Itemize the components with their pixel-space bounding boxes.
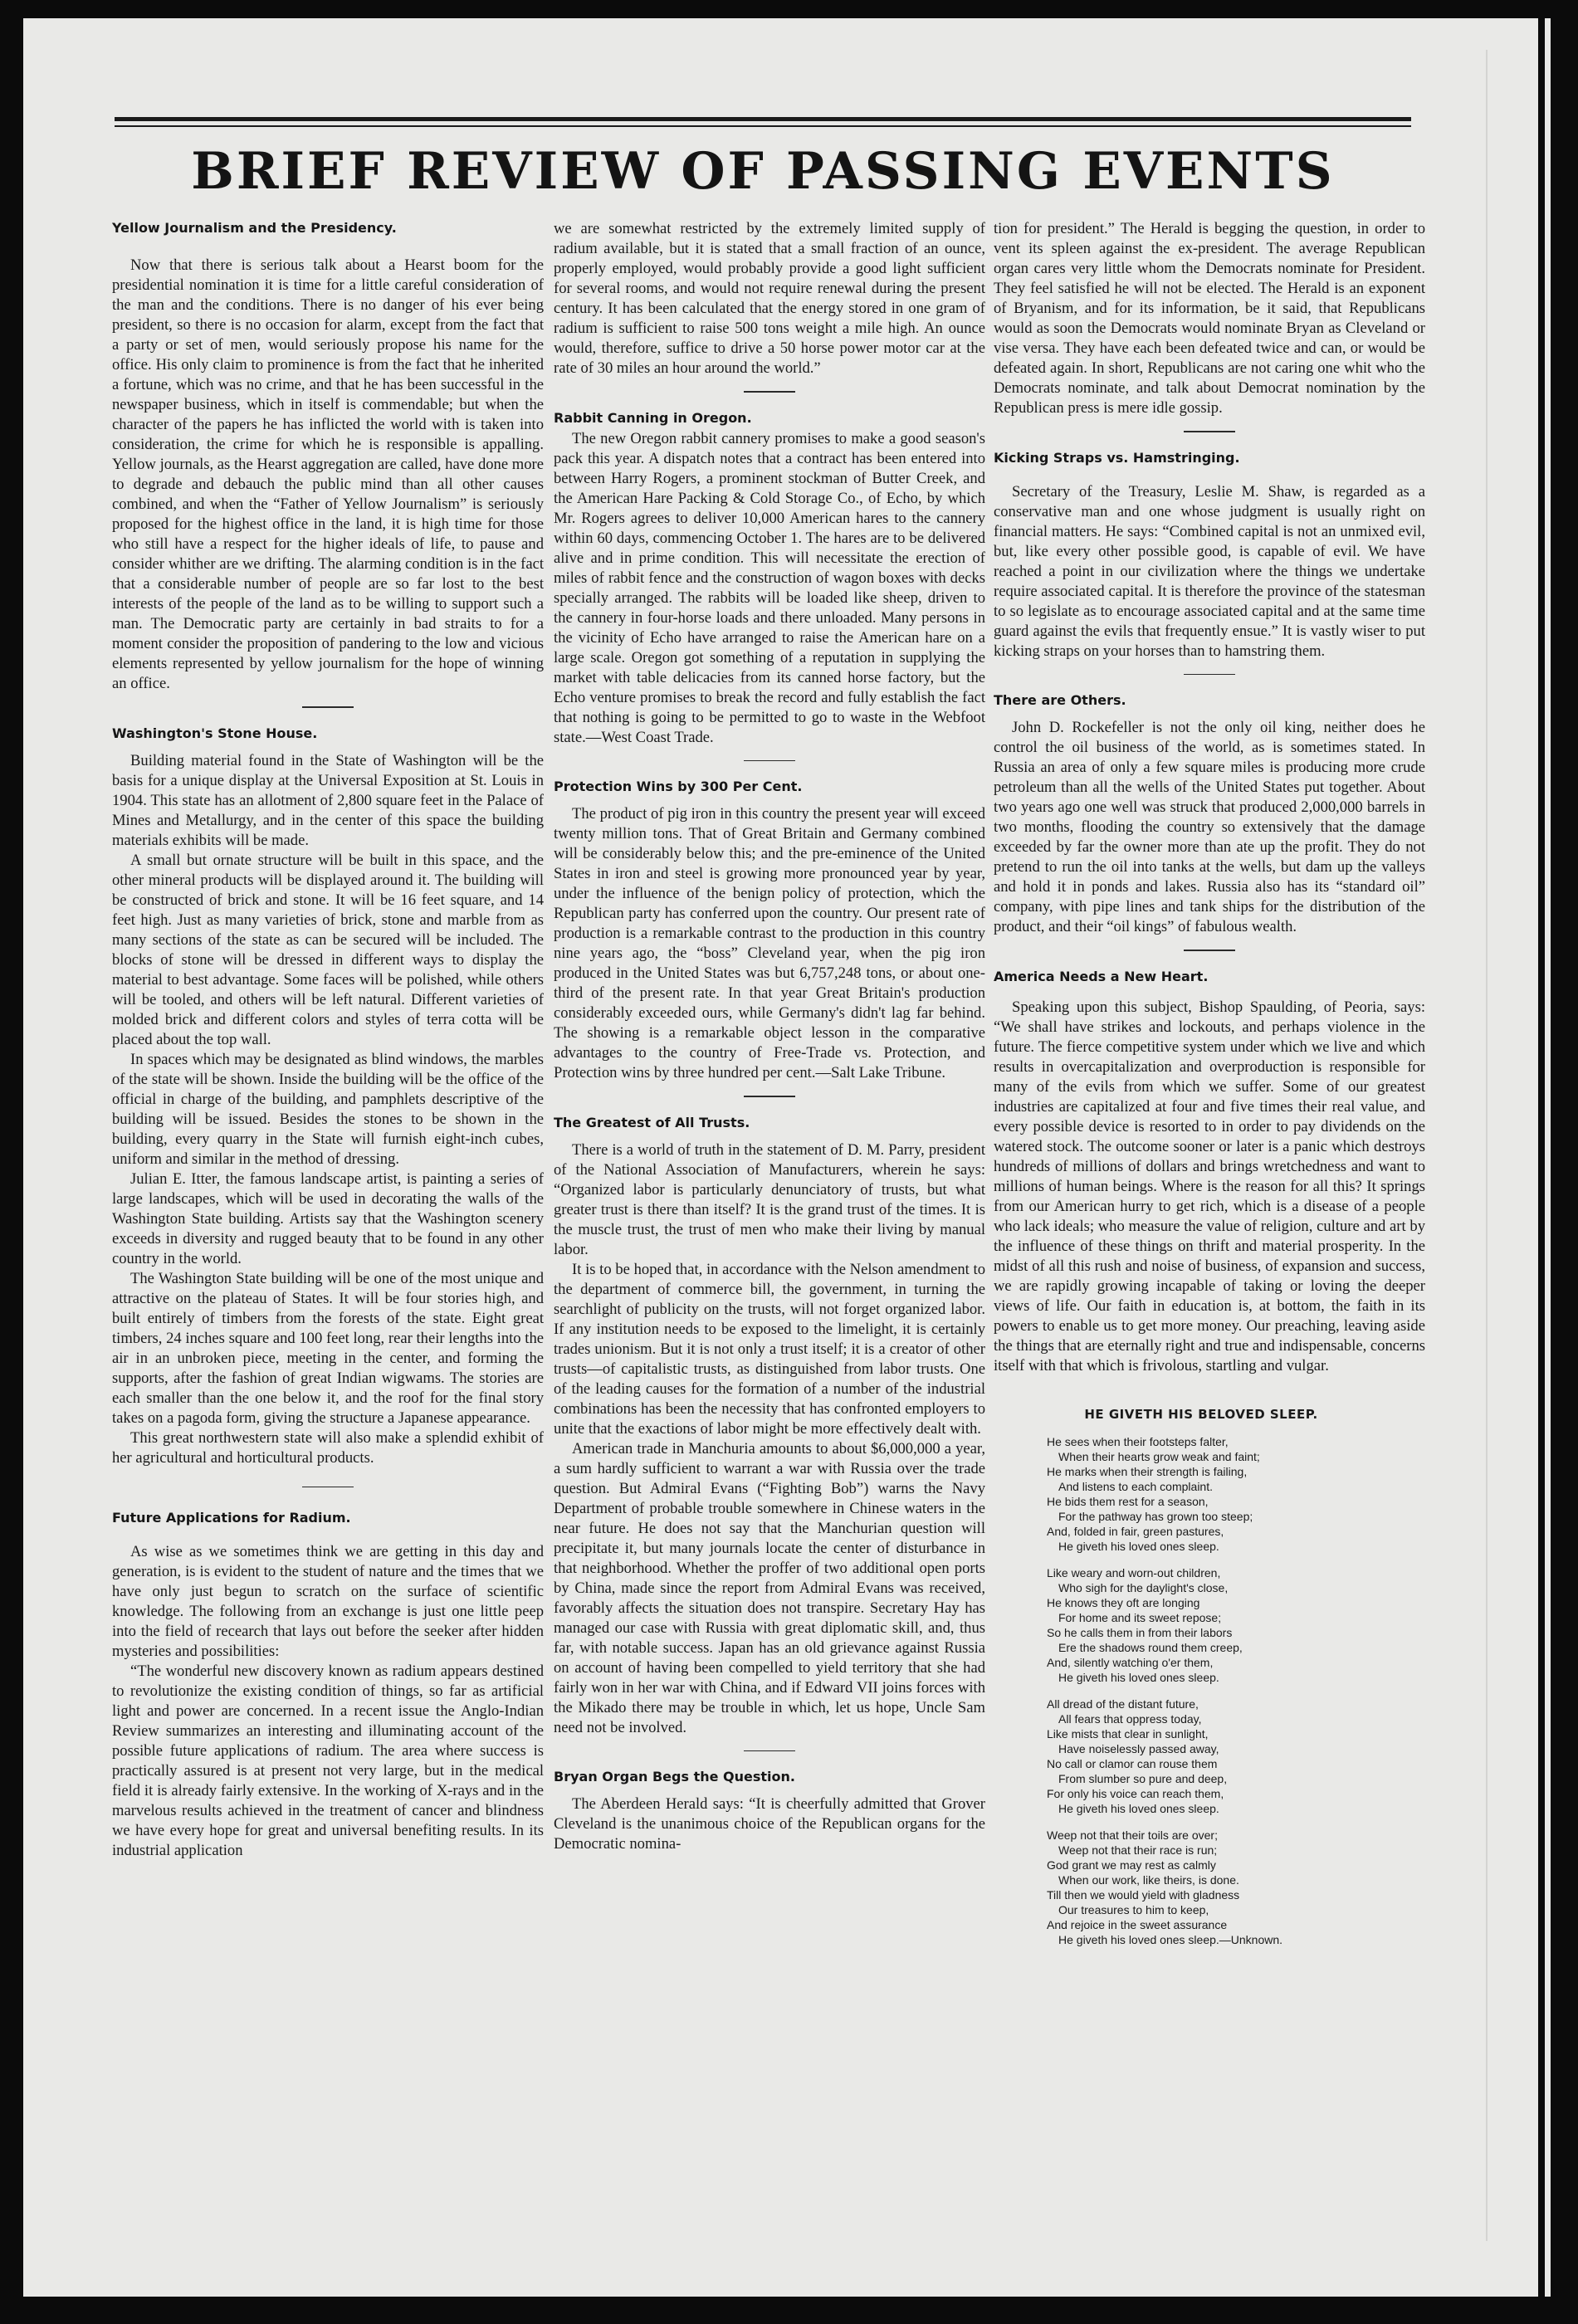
poem-line: He giveth his loved ones sleep. bbox=[1058, 1801, 1219, 1815]
poem-line: He giveth his loved ones sleep. bbox=[1058, 1539, 1219, 1553]
poem-line: For only his voice can reach them, bbox=[1047, 1786, 1224, 1800]
heading-bryan: Bryan Organ Begs the Question. bbox=[554, 1769, 795, 1784]
poem-line: Who sigh for the daylight's close, bbox=[1058, 1580, 1229, 1594]
poem-line: When their hearts grow weak and faint; bbox=[1058, 1449, 1260, 1463]
page-fold-line bbox=[1486, 50, 1488, 2241]
column-1 bbox=[112, 219, 544, 1861]
poem-line: Like mists that clear in sunlight, bbox=[1047, 1726, 1209, 1741]
column-3 bbox=[994, 219, 1425, 1959]
sheet-edge bbox=[1538, 0, 1545, 2324]
paragraph: The Aberdeen Herald says: “It is cheerfully admitted that Grover Cleveland is the unanimous choice of the Republican organs for the Democratic nomina- bbox=[554, 1795, 985, 1853]
paragraph: Secretary of the Treasury, Leslie M. Shaw, is regarded as a conservative man and one whose judgment is usually right on financial matters. He says: “Combined capital is not an unmixed evil, but, like every other possible good, is capable of evil. We have reached a point in our civilization where the things we undertake require associated capital. It is therefore the province of the statesman to so legislate as to encourage associated capital and at the same time guard against the evils that frequently ensue.” It is vastly wiser to put kicking straps on your horses than to hamstring them. bbox=[994, 482, 1425, 660]
poem-line: Ere the shadows round them creep, bbox=[1058, 1640, 1243, 1654]
poem-line: God grant we may rest as calmly bbox=[1047, 1858, 1216, 1872]
poem-line: Weep not that their toils are over; bbox=[1047, 1828, 1218, 1842]
section-divider bbox=[744, 391, 795, 393]
heading-kicking-straps: Kicking Straps vs. Hamstringing. bbox=[994, 449, 1240, 466]
poem-line: Our treasures to him to keep, bbox=[1058, 1902, 1209, 1916]
poem-line: He knows they oft are longing bbox=[1047, 1595, 1200, 1609]
section-divider bbox=[1184, 950, 1235, 951]
paragraph: Speaking upon this subject, Bishop Spaulding, of Peoria, says: “We shall have strikes and lockouts, and perhaps violence in the future. The fierce competitive system under which we live and which results in overcapitalization and overproduction is responsible for many of the evils from which we suffer. Some of our greatest industries are capitalized at four and five times their real value, and every possible device is resorted to in order to pay dividends on the watered stock. The outcome sooner or later is a panic which destroys hundreds of millions of dollars and brings wretchedness and want to millions of human beings. Where is the reason for all this? It springs from our American hurry to get rich, which is a disease of a people who lack ideals; who measure the value of religion, culture and art by the influence of these things on thrift and material prosperity. In the midst of all this rush and noise of business, of expansion and success, we are rapidly growing incapable of taking or loving the deeper views of life. Our faith in education is, at bottom, the faith in its powers to enable us to get more money. Our preaching, leaving aside the things that are eternally right and true and indispensable, concerns itself with that which is frivolous, startling and vulgar. bbox=[994, 998, 1425, 1374]
poem-line: He giveth his loved ones sleep. bbox=[1058, 1670, 1219, 1684]
section-divider bbox=[1184, 431, 1235, 432]
heading-trusts: The Greatest of All Trusts. bbox=[554, 1114, 750, 1130]
paragraph: It is to be hoped that, in accordance with the Nelson amendment to the department of commerce bill, the government, in turning the searchlight of publicity on the trusts, will not forget organized labor. If any institution needs to be exposed to the limelight, it is certainly trades unionism. But it is not only a trust itself; it is a creator of other trusts—of capitalistic trusts, as distinguished from labor trusts. One of the leading causes for the formation of a number of the industrial combinations has been the necessity that has confronted employers to unite that the exactions of labor might be more effectively dealt with. bbox=[554, 1260, 985, 1438]
poem-line: And, silently watching o'er them, bbox=[1047, 1655, 1214, 1669]
masthead-rule-thick bbox=[115, 117, 1411, 121]
poem-line: And rejoice in the sweet assurance bbox=[1047, 1917, 1228, 1931]
section-divider bbox=[744, 1096, 795, 1097]
paragraph: American trade in Manchuria amounts to about $6,000,000 a year, a sum hardly sufficient to warrant a war with Russia over the trade question. But Admiral Evans (“Fighting Bob”) warns the Navy Department of probable trouble somewhere in Chinese waters in the near future. He does not say that the Manchurian question will precipitate it, but many journals locate the center of disturbance in that neighborhood. Whether the proffer of two additional open ports by China, made since the report from Admiral Evans was received, favorably affects the situation does not transpire. Secretary Hay has managed our case with Russia with great diplomatic skill, and, thus far, with notable success. Japan has an old grievance against Russia on account of having been compelled to yield territory that she had fairly won in her war with China, and if Edward VII joins forces with the Mikado there may be trouble in which, let us hope, Uncle Sam need not be involved. bbox=[554, 1439, 985, 1736]
heading-yellow: Yellow Journalism and the Presidency. bbox=[112, 220, 397, 236]
paragraph: Now that there is serious talk about a Hearst boom for the presidential nomination it is time for a little careful consideration of the man and the conditions. There is no danger of his ever being president, so there is no occasion for alarm, except from the fact that a party or set of men, would seriously propose his name for the office. His only claim to prominence is from the fact that he inherited a fortune, which was no crime, and that he has been successful in the newspaper business, which in itself is commendable; but when the character of the papers he has inflicted the world with is taken into consideration, the crime for which he is responsible is appalling. Yellow journals, as the Hearst aggregation are called, have done more to degrade and debauch the public mind than all other causes combined, and when the “Father of Yellow Journalism” is seriously proposed for the highest office in the land, it is high time for those who still have a respect for the higher ideals of life, to pause and consider whither are we drifting. The alarming condition is in the fact that a considerable number of people are so far lost to the best interests of the people of the land as to be willing to support such a man. The Democratic party are certainly in bad straits to for a moment consider the proposition of pandering to the low and vicious elements represented by yellow journalism for the hope of winning an office. bbox=[112, 256, 544, 692]
heading-radium: Future Applications for Radium. bbox=[112, 1510, 351, 1526]
poem-line: He marks when their strength is failing, bbox=[1047, 1464, 1248, 1478]
paragraph: In spaces which may be designated as blind windows, the marbles of the state will be shown. Inside the building will be the office of the official in charge of the building, and pamphlets descriptive of the building will be issued. Besides the stones to be shown in the building, every quarry in the State will furnish eight-inch cubes, uniform and similar in the method of dressing. bbox=[112, 1050, 544, 1168]
poem-line: When our work, like theirs, is done. bbox=[1058, 1872, 1239, 1887]
paragraph: “The wonderful new discovery known as radium appears destined to revolutionize the existing condition of things, so far as artificial light and power are concerned. In a recent issue the Anglo-Indian Review summarizes an interesting and illuminating account of the possible future applications of radium. The area where success is practically assured is at present not very large, but in the medical field it is already fairly extensive. In the working of X-rays and in the marvelous results achieved in the treatment of cancer and blindness we have every hope for great and universal benefiting results. In its industrial application bbox=[112, 1662, 544, 1859]
column-2 bbox=[554, 219, 985, 1854]
section-divider bbox=[302, 706, 354, 708]
poem-line: And, folded in fair, green pastures, bbox=[1047, 1524, 1224, 1538]
masthead-rule-thin bbox=[115, 125, 1411, 127]
paragraph: A small but ornate structure will be built in this space, and the other mineral products will be displayed around it. The building will be constructed of brick and stone. It will be 16 feet square, and 14 feet high. Just as many varieties of brick, stone and marble from as many sections of the state as can be secured will be included. The blocks of stone will be dressed in different ways to display the material to best advantage. Some faces will be polished, while others will be tooled, and others will be left natural. Different varieties of molded brick and different colors and styles of terra cotta will be placed about the top wall. bbox=[112, 851, 544, 1048]
poem-line: He sees when their footsteps falter, bbox=[1047, 1434, 1229, 1448]
paragraph: Julian E. Itter, the famous landscape artist, is painting a series of large landscapes, which will be used in decorating the walls of the Washington State building. Artists say that the Washington scenery exceeds in diversity and rugged beauty that to be found in any other country in the world. bbox=[112, 1169, 544, 1267]
poem-line: For the pathway has grown too steep; bbox=[1058, 1509, 1253, 1523]
poem-line: And listens to each complaint. bbox=[1058, 1479, 1213, 1493]
poem-line: All dread of the distant future, bbox=[1047, 1697, 1199, 1711]
poem-stanza bbox=[1047, 1565, 1425, 1685]
poem bbox=[1047, 1434, 1425, 1947]
poem-stanza bbox=[1047, 1697, 1425, 1816]
poem-line: All fears that oppress today, bbox=[1058, 1711, 1202, 1726]
masthead-title: BRIEF REVIEW OF PASSING EVENTS bbox=[191, 142, 1335, 201]
poem-line: He giveth his loved ones sleep.—Unknown. bbox=[1058, 1932, 1283, 1946]
poem-line: Weep not that their race is run; bbox=[1058, 1843, 1218, 1857]
paragraph: Building material found in the State of Washington will be the basis for a unique display at the Universal Exposition at St. Louis in 1904. This state has an allotment of 2,800 square feet in the Palace of Mines and Metallurgy, and in the center of this space the building materials exhibits will be made. bbox=[112, 751, 544, 849]
poem-stanza bbox=[1047, 1434, 1425, 1554]
heading-stone-house: Washington's Stone House. bbox=[112, 725, 318, 741]
heading-protection: Protection Wins by 300 Per Cent. bbox=[554, 779, 803, 794]
paragraph: John D. Rockefeller is not the only oil king, neither does he control the oil business of the world, as is sometimes stated. In Russia an area of only a few square miles is producing more crude petroleum than all the wells of the United States put together. About two years ago one well was struck that produced 2,000,000 barrels in two months, flooding the country so extensively that the damage exceeded by far the owner more than ate up the profit. They do not pretend to run the oil into tanks at the wells, but dam up the valleys and hold it in ponds and lakes. Russia also has its “standard oil” company, with pipe lines and tank ships for the distribution of the product, and their “oil kings” of fabulous wealth. bbox=[994, 719, 1425, 935]
paragraph: we are somewhat restricted by the extremely limited supply of radium available, but it is stated that a small fraction of an ounce, properly employed, would probably provide a good light sufficient for several rooms, and would not require renewal during the present century. It has been calculated that the energy stored in one gram of radium is sufficient to raise 500 tons weight a mile high. An ounce would, therefore, suffice to drive a 50 horse power motor car at the rate of 30 miles an hour around the world.” bbox=[554, 220, 985, 377]
paragraph: tion for president.” The Herald is begging the question, in order to vent its spleen against the ex-president. The average Republican organ cares very little whom the Democrats nominate for President. They feel satisfied he will not be elected. The Herald is an exponent of Bryanism, and for its information, be it said, that Republicans would as soon the Democrats would nominate Bryan as Cleveland or vise versa. They have each been defeated twice and can, or would be defeated again. In short, Republicans are not caring one whit who the Democrats nominate, and talk about Democrat nomination by the Republican press is mere idle gossip. bbox=[994, 220, 1425, 417]
heading-others: There are Others. bbox=[994, 692, 1126, 708]
poem-line: No call or clamor can rouse them bbox=[1047, 1756, 1218, 1770]
poem-stanza bbox=[1047, 1828, 1425, 1947]
poem-line: Like weary and worn-out children, bbox=[1047, 1565, 1221, 1579]
poem-line: From slumber so pure and deep, bbox=[1058, 1771, 1228, 1785]
poem-line: He bids them rest for a season, bbox=[1047, 1494, 1209, 1508]
section-divider bbox=[744, 1750, 795, 1752]
paragraph: The product of pig iron in this country the present year will exceed twenty million tons. That of Great Britain and Germany combined will be considerably below this; and the pre-eminence of the United States in iron and steel is growing more pronounced year by year, under the influence of the benign policy of protection, which the Republican party has conferred upon the country. Our present rate of production is a remarkable contrast to the production in this country nine years ago, the “boss” Cleveland year, when the pig iron produced in the United States was but 6,757,248 tons, or about one-third of the present rate. In that year Great Britain's production considerably exceeded ours, while Germany's didn't lag far behind. The showing is a remarkable object lesson in the comparative advantages to the country of Free-Trade vs. Protection, and Protection wins by three hundred per cent.—Salt Lake Tribune. bbox=[554, 805, 985, 1081]
paragraph: As wise as we sometimes think we are getting in this day and generation, is is evident to the student of nature and the times that we have only just begun to scratch on the surface of scientific knowledge. The following from an exchange is just one little peep into the field of recearch that lays out before the seeker after hidden mysteries and possibilities: bbox=[112, 1543, 544, 1660]
heading-rabbit: Rabbit Canning in Oregon. bbox=[554, 409, 752, 426]
paragraph: This great northwestern state will also make a splendid exhibit of her agricultural and horticultural products. bbox=[112, 1428, 544, 1467]
section-divider bbox=[1184, 674, 1235, 676]
heading-new-heart: America Needs a New Heart. bbox=[994, 968, 1209, 984]
poem-line: Have noiselessly passed away, bbox=[1058, 1741, 1219, 1755]
paragraph: The Washington State building will be one of the most unique and attractive on the plateau of States. It will be four stories high, and built entirely of timbers from the forests of the state. Eight great timbers, 24 inches square and 100 feet long, rear their lengths into the air in an unbroken piece, meeting in the center, and forming the supports, after the fashion of great Indian wigwams. The stories are each smaller than the one below it, and the roof for the final story takes on a pagoda form, giving the structure a Japanese appearance. bbox=[112, 1269, 544, 1427]
poem-title: HE GIVETH HIS BELOVED SLEEP. bbox=[1084, 1406, 1318, 1422]
poem-line: So he calls them in from their labors bbox=[1047, 1625, 1233, 1639]
section-divider bbox=[302, 1487, 354, 1488]
poem-line: Till then we would yield with gladness bbox=[1047, 1887, 1240, 1902]
paragraph: There is a world of truth in the statement of D. M. Parry, president of the National Association of Manufacturers, wherein he says: “Organized labor is particularly denunciatory of trusts, but what greater trust is there than itself? It is the grand trust of the times. It is the muscle trust, the trust of men who make their living by manual labor. bbox=[554, 1140, 985, 1258]
section-divider bbox=[744, 760, 795, 762]
poem-line: For home and its sweet repose; bbox=[1058, 1610, 1222, 1624]
paragraph: The new Oregon rabbit cannery promises to make a good season's pack this year. A dispatch notes that a contract has been entered into between Harry Rogers, a prominent stockman of Butter Creek, and the American Hare Packing & Cold Storage Co., of Echo, by which Mr. Rogers agrees to deliver 10,000 American hares to the cannery within 60 days, commencing October 1. The hares are to be delivered alive and in prime condition. This will necessitate the erection of miles of rabbit fence and the construction of wagon boxes with decks specially arranged. The rabbits will be loaded like sheep, driven to the cannery in four-horse loads and there unloaded. Many persons in the vicinity of Echo have arranged to raise the American hare on a large scale. Oregon got something of a reputation in supplying the market with table delicacies from its canned horse factory, but the Echo venture promises to break the record and fully establish the fact that nothing is going to be permitted to go to waste in the Webfoot state.—West Coast Trade. bbox=[554, 429, 985, 746]
